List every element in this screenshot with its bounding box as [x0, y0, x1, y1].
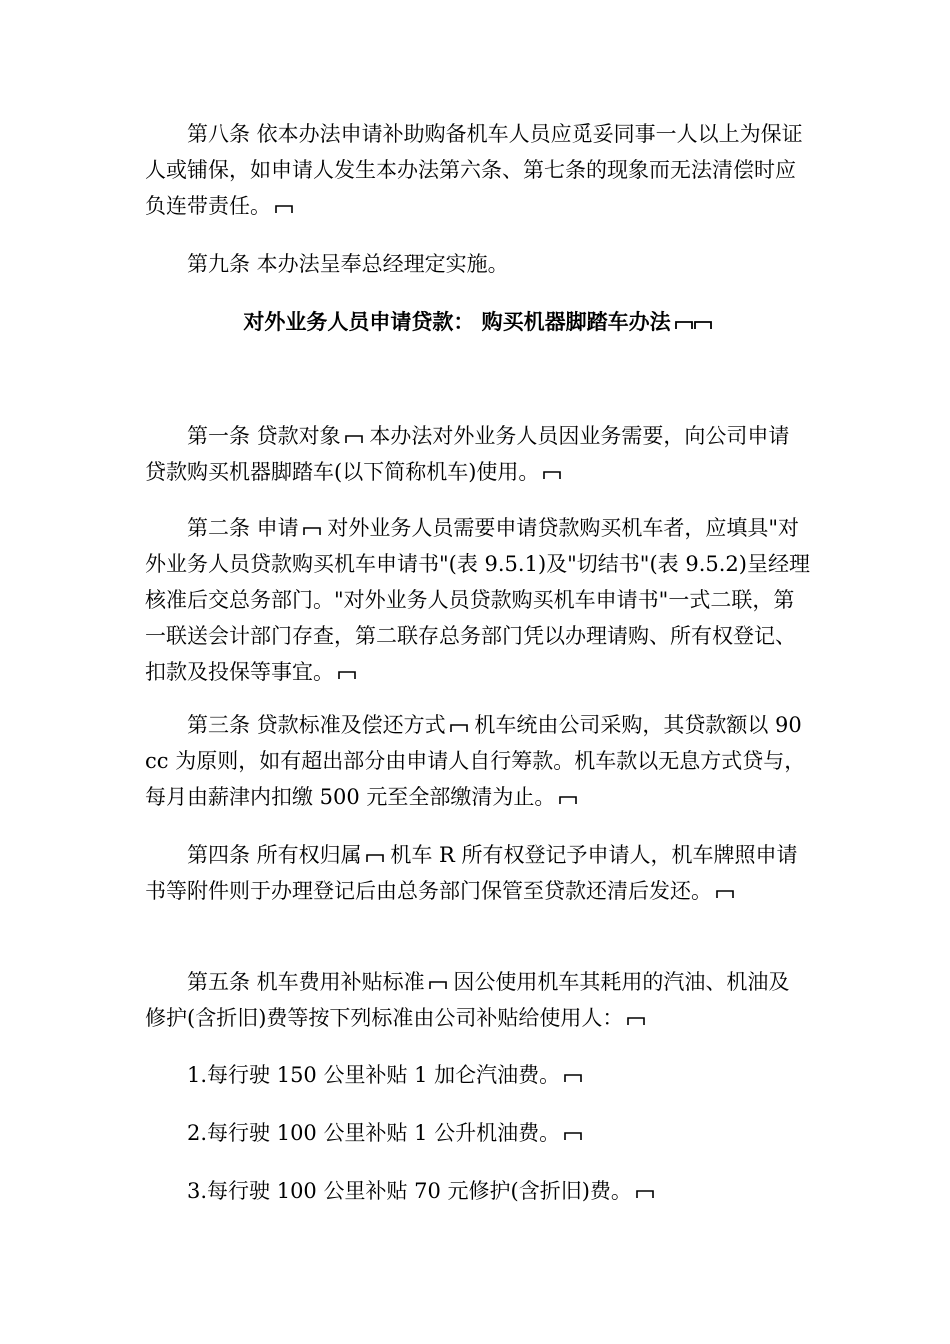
paragraph-mark-icon [450, 722, 468, 732]
paragraph-mark-icon [303, 525, 321, 535]
list-item [145, 1173, 810, 1209]
article-4 [145, 837, 810, 909]
list-item-text: 1.每行驶 150 公里补贴 1 加仑汽油费。 [187, 1063, 561, 1087]
paragraph-mark-icon [716, 888, 734, 898]
section-title [145, 304, 810, 340]
paragraph-mark-icon [559, 794, 577, 804]
list-item-text: 3.每行驶 100 公里补贴 70 元修护(含折旧)费。 [187, 1179, 632, 1203]
article-3 [145, 707, 810, 815]
article-title: 第四条 所有权归属 [187, 843, 362, 867]
list-item [145, 1057, 810, 1093]
paragraph-mark-icon [543, 469, 561, 479]
paragraph-mark-icon [675, 319, 693, 329]
article-body: 因公使用机车其耗用的汽油、机油及修护(含折旧)费等按下列标准由公司补贴给使用人： [145, 970, 790, 1030]
list-item-text: 2.每行驶 100 公里补贴 1 公升机油费。 [187, 1121, 561, 1145]
article-title: 第三条 贷款标准及偿还方式 [187, 713, 446, 737]
article-9 [145, 246, 810, 282]
list-item [145, 1115, 810, 1151]
paragraph-mark-icon [694, 319, 712, 329]
paragraph-mark-icon [345, 433, 363, 443]
article-body: 机车统由公司采购，其贷款额以 90cc 为原则，如有超出部分由申请人自行筹款。机车款以无息方式贷与，每月由薪津内扣缴 500 元至全部缴清为止。 [145, 713, 806, 809]
article-1 [145, 418, 810, 490]
paragraph-mark-icon [636, 1188, 654, 1198]
section-title-text: 对外业务人员申请贷款： 购买机器脚踏车办法 [243, 309, 671, 334]
article-title: 第二条 申请 [187, 516, 299, 540]
paragraph-mark-icon [627, 1015, 645, 1025]
paragraph-mark-icon [366, 852, 384, 862]
article-5 [145, 964, 810, 1036]
article-title: 第一条 贷款对象 [187, 424, 341, 448]
paragraph-mark-icon [338, 669, 356, 679]
paragraph-mark-icon [275, 203, 293, 213]
article-8-text: 第八条 依本办法申请补助购备机车人员应觅妥同事一人以上为保证人或铺保，如申请人发生本办法第六条、第七条的现象而无法清偿时应负连带责任。 [145, 122, 803, 218]
paragraph-mark-icon [564, 1130, 582, 1140]
article-body: 机车 R 所有权登记予申请人，机车牌照申请书等附件则于办理登记后由总务部门保管至贷款还清后发还。 [145, 843, 798, 903]
article-title: 第五条 机车费用补贴标准 [187, 970, 425, 994]
paragraph-mark-icon [564, 1072, 582, 1082]
article-body: 对外业务人员需要申请贷款购买机车者，应填具"对外业务人员贷款购买机车申请书"(表 9.5.1)及"切结书"(表 9.5.2)呈经理核准后交总务部门。"对外业务人员贷款购买机车申请书"一式二联，第一联送会计部门存查，第二联存总务部门凭以办理请购、所有权登记、扣款及投保等事宜。 [145, 516, 810, 684]
paragraph-mark-icon [429, 979, 447, 989]
article-8 [145, 116, 810, 224]
article-9-text: 第九条 本办法呈奉总经理定实施。 [187, 252, 509, 276]
article-2 [145, 510, 810, 690]
article-body: 本办法对外业务人员因业务需要，向公司申请贷款购买机器脚踏车(以下简称机车)使用。 [145, 424, 790, 484]
